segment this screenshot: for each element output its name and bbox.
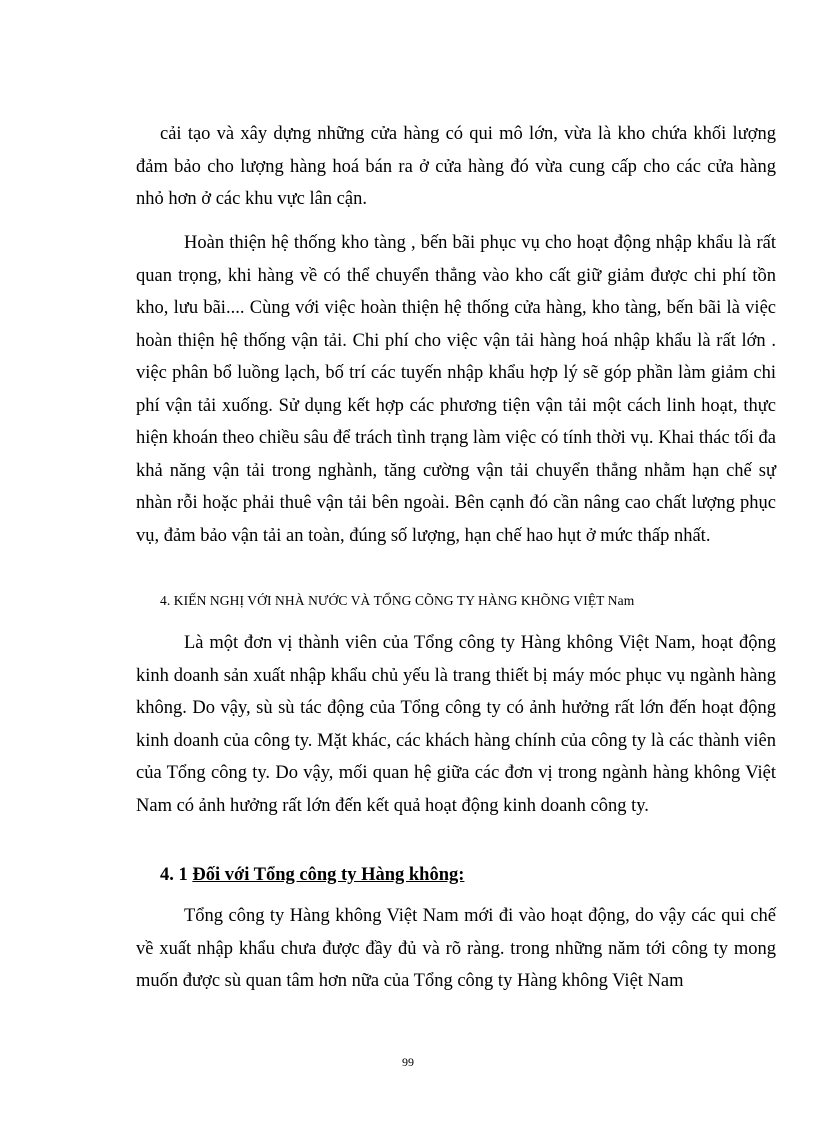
- page-number: 99: [402, 1055, 414, 1069]
- paragraph-warehouse-transport: Hoàn thiện hệ thống kho tàng , bến bãi phục vụ cho hoạt động nhập khẩu là rất quan trọng, khi hàng về có thể chuyển thẳng vào kho cất giữ giảm được chi phí tồn kho, lưu bãi.... Cùng với việc hoàn thiện hệ thống cửa hàng, kho tàng, bến bãi là việc hoàn thiện hệ thống vận tải. Chi phí cho việc vận tải hàng hoá nhập khẩu là rất lớn . việc phân bổ luồng lạch, bố trí các tuyến nhập khẩu hợp lý sẽ góp phần làm giảm chi phí vận tải xuống. Sử dụng kết hợp các phương tiện vận tải một cách linh hoạt, thực hiện khoán theo chiều sâu để trách tình trạng làm việc có tính thời vụ. Khai thác tối đa khả năng vận tải trong nghành, tăng cường vận tải chuyển thẳng nhằm hạn chế sự nhàn rỗi hoặc phải thuê vận tải bên ngoài. Bên cạnh đó cần nâng cao chất lượng phục vụ, đảm bảo vận tải an toàn, đúng số lượng, hạn chế hao hụt ở mức thấp nhất.: [136, 233, 776, 546]
- subsection-number: 4. 1: [160, 865, 193, 885]
- paragraph-corporation-regulations: Tổng công ty Hàng không Việt Nam mới đi vào hoạt động, do vậy các qui chế về xuất nhập khẩu chưa được đầy đủ và rõ ràng. trong những năm tới công ty mong muốn được sù quan tâm hơn nữa của Tổng công ty Hàng không Việt Nam: [136, 906, 776, 991]
- subsection-heading-corporation: [160, 861, 776, 889]
- paragraph-warehouse-stores: cải tạo và xây dựng những cửa hàng có qui mô lớn, vừa là kho chứa khối lượng đảm bảo cho lượng hàng hoá bán ra ở cửa hàng đó vừa cung cấp cho các cửa hàng nhỏ hơn ở các khu vực lân cận.: [136, 124, 776, 209]
- section-heading-recommendations: 4. KIẾN NGHỊ VỚI NHÀ NƯỚC VÀ TỔNG CÕNG TY HÀNG KHÕNG VIỆT Nam: [160, 593, 635, 608]
- subsection-title: Đối với Tổng công ty Hàng không:: [192, 865, 465, 885]
- paragraph-corporation-influence: Là một đơn vị thành viên của Tổng công ty Hàng không Việt Nam, hoạt động kinh doanh sản xuất nhập khẩu chủ yếu là trang thiết bị máy móc phục vụ ngành hàng không. Do vậy, sù sù tác động của Tổng công ty có ảnh hưởng rất lớn đến hoạt động kinh doanh của công ty. Mặt khác, các khách hàng chính của công ty là các thành viên của Tổng công ty. Do vậy, mối quan hệ giữa các đơn vị trong ngành hàng không Việt Nam có ảnh hưởng rất lớn đến kết quả hoạt động kinh doanh công ty.: [136, 633, 776, 816]
